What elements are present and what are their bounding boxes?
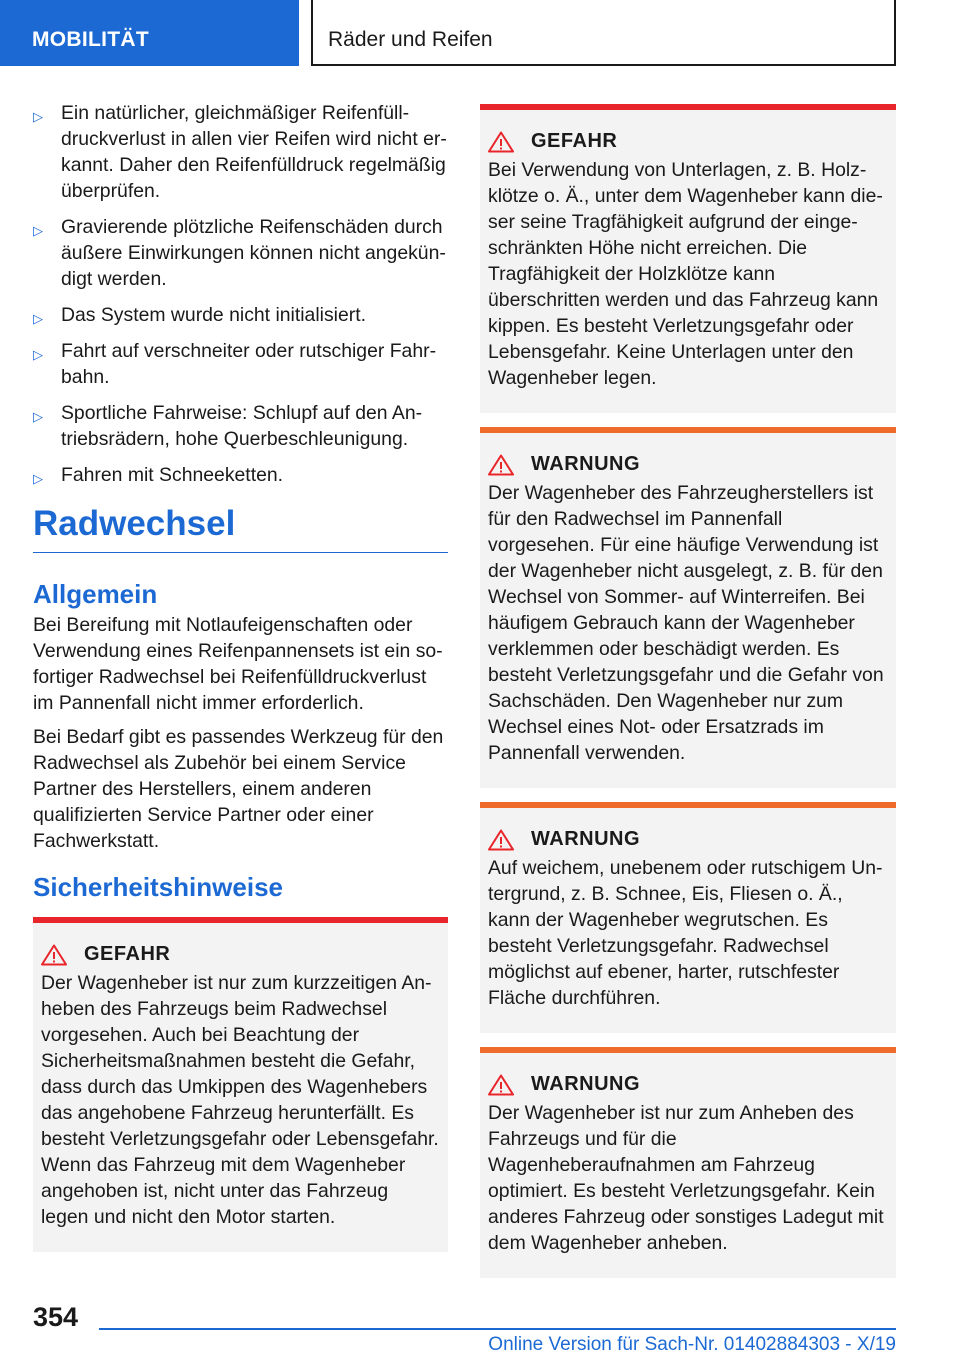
warning-text: Der Wagenheber ist nur zum Anheben des Fahrzeugs und für die Wagenheberaufnahmen am Fahrzeug optimiert. Es besteht Verletzungsgefahr. Kein anderes Fahrzeug oder sonstiges Ladegut mit dem Wagenheber anheben. [488, 1102, 884, 1254]
list-item: ▷ Fahrt auf verschneiter oder rutschiger Fahrbahn. [33, 340, 437, 388]
chapter-tab: MOBILITÄT [0, 0, 299, 66]
paragraph: Bei Bedarf gibt es passendes Werkzeug für den Radwechsel als Zubehör bei einem Service Partner des Herstellers, einem anderen qualifizierten Service Partner oder einer Fachwerkstatt. [33, 726, 444, 852]
danger-box [480, 104, 896, 413]
triangle-bullet-icon: ▷ [33, 311, 43, 326]
warning-level: WARNUNG [531, 1073, 641, 1095]
warning-triangle-icon [488, 454, 514, 476]
warning-triangle-icon [488, 1074, 514, 1096]
warning-text: Der Wagenheber ist nur zum kurzzeitigen Anheben des Fahrzeugs beim Radwechsel vorgesehen. Auch bei Beachtung der Sicherheitsmaßnahmen besteht die Gefahr, dass durch das Umkippen des Wagenhebers das angehobene Fahrzeug herunterfällt. Es besteht Verletzungsgefahr oder Lebensgefahr. Wenn das Fahrzeug mit dem Wagenheber angehoben ist, nicht unter das Fahrzeug legen und nicht den Motor starten. [41, 972, 439, 1228]
footer-divider [99, 1328, 896, 1330]
triangle-bullet-icon: ▷ [33, 223, 43, 238]
triangle-bullet-icon: ▷ [33, 471, 43, 486]
section-title: Radwechsel [33, 504, 448, 553]
subsection-title-safety: Sicherheitshinweise [33, 872, 283, 902]
left-column [33, 100, 448, 1266]
warning-text: Der Wagenheber des Fahrzeugherstellers ist für den Radwechsel im Pannenfall vorgesehen. Für eine häufige Verwendung ist der Wagenheber nicht ausgelegt, z. B. für den Wechsel von Sommer- auf Winterreifen. Bei häufigem Gebrauch kann der Wagenheber verklemmen oder beschädigt werden. Es besteht Verletzungsgefahr und die Gefahr von Sachschäden. Den Wagenheber nur zum Wechsel eines Not- oder Ersatzrads im Pannenfall verwenden. [488, 482, 884, 764]
condition-list [33, 100, 448, 488]
paragraph: Bei Bereifung mit Notlaufeigenschaften oder Verwendung eines Reifenpannensets ist ein sofortiger Radwechsel bei Reifenfülldruckverlust im Pannenfall nicht immer erforderlich. [33, 614, 443, 714]
list-item: ▷ Gravierende plötzliche Reifenschäden durch äußere Einwirkungen können nicht angekündigt werden. [33, 216, 446, 290]
triangle-bullet-icon: ▷ [33, 109, 43, 124]
warning-triangle-icon [488, 131, 514, 153]
warning-level: GEFAHR [84, 943, 171, 965]
warning-text: Auf weichem, unebenem oder rutschigem Untergrund, z. B. Schnee, Eis, Fliesen o. Ä., kann der Wagenheber wegrutschen. Es besteht Verletzungsgefahr. Radwechsel möglichst auf ebener, harter, rutschfester Fläche durchführen. [488, 857, 883, 1009]
warning-level: WARNUNG [531, 453, 641, 475]
warning-triangle-icon [488, 829, 514, 851]
warning-level: GEFAHR [531, 130, 618, 152]
warning-text: Bei Verwendung von Unterlagen, z. B. Holzklötze o. Ä., unter dem Wagenheber kann dieser seine Tragfähigkeit aufgrund der eingeschränkten Höhe nicht erreichen. Die Tragfähigkeit der Holzklötze kann überschritten werden und das Fahrzeug kann kippen. Es besteht Verletzungsgefahr oder Lebensgefahr. Keine Unterlagen unter den Wagenheber legen. [488, 159, 883, 389]
page-header-title: Räder und Reifen [311, 0, 896, 66]
list-item: ▷ Das System wurde nicht initialisiert. [33, 302, 448, 328]
warning-level: WARNUNG [531, 828, 641, 850]
list-item: ▷ Sportliche Fahrweise: Schlupf auf den Antriebsrädern, hohe Querbeschleunigung. [33, 402, 423, 450]
triangle-bullet-icon: ▷ [33, 409, 43, 424]
footer-version-text: Online Version für Sach-Nr. 01402884303 - X/19 [488, 1334, 896, 1355]
danger-box [33, 917, 448, 1252]
triangle-bullet-icon: ▷ [33, 347, 43, 362]
warning-box [480, 427, 896, 788]
list-item: ▷ Fahren mit Schneeketten. [33, 462, 448, 488]
page-number: 354 [33, 1302, 79, 1332]
subsection-title-allgemein: Allgemein [33, 579, 158, 609]
list-item: ▷ Ein natürlicher, gleichmäßiger Reifenfülldruckverlust in allen vier Reifen wird nicht erkannt. Daher den Reifenfülldruck regelmäßig überprüfen. [33, 102, 447, 202]
warning-box [480, 802, 896, 1033]
warning-box [480, 1047, 896, 1278]
warning-triangle-icon [41, 944, 67, 966]
right-column [480, 104, 896, 1292]
